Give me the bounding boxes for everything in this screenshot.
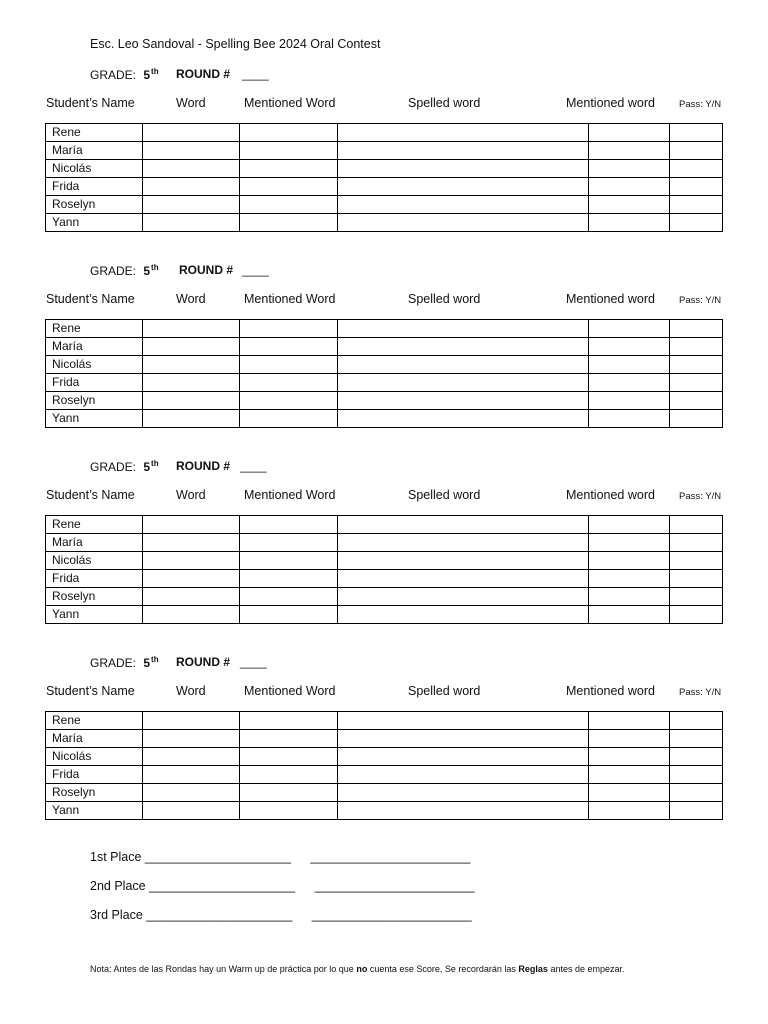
note-text-1: Nota: Antes de las Rondas hay un Warm up de práctica por lo que bbox=[90, 964, 357, 974]
spelled-word-cell[interactable] bbox=[338, 374, 588, 392]
pass-cell[interactable] bbox=[669, 410, 722, 428]
table-row bbox=[46, 338, 723, 356]
table-row bbox=[46, 802, 723, 820]
score-table bbox=[45, 319, 723, 428]
grade-line bbox=[90, 655, 159, 670]
spelled-word-cell[interactable] bbox=[338, 552, 588, 570]
pass-cell[interactable] bbox=[669, 802, 722, 820]
word-cell[interactable] bbox=[143, 410, 240, 428]
grade-suffix: th bbox=[151, 263, 159, 272]
pass-cell[interactable] bbox=[669, 730, 722, 748]
spelled-word-cell[interactable] bbox=[338, 730, 588, 748]
mentioned-word-2-cell[interactable] bbox=[588, 374, 669, 392]
pass-cell[interactable] bbox=[669, 178, 722, 196]
table-row bbox=[46, 178, 723, 196]
header-word: Word bbox=[176, 684, 206, 698]
round-section bbox=[0, 459, 768, 639]
grade-value: 5 bbox=[143, 656, 151, 670]
header-word: Word bbox=[176, 488, 206, 502]
header-student-name: Student’s Name bbox=[46, 684, 135, 698]
grade-label: GRADE: bbox=[90, 460, 137, 474]
spelled-word-cell[interactable] bbox=[338, 320, 588, 338]
spelled-word-cell[interactable] bbox=[338, 748, 588, 766]
place-label: 1st Place bbox=[90, 850, 142, 864]
table-row bbox=[46, 712, 723, 730]
mentioned-word-2-cell[interactable] bbox=[588, 784, 669, 802]
student-name: Roselyn bbox=[46, 392, 143, 410]
header-pass: Pass: Y/N bbox=[679, 687, 722, 698]
mentioned-word-cell[interactable] bbox=[240, 374, 338, 392]
mentioned-word-cell[interactable] bbox=[240, 124, 338, 142]
pass-cell[interactable] bbox=[669, 588, 722, 606]
word-cell[interactable] bbox=[143, 802, 240, 820]
mentioned-word-2-cell[interactable] bbox=[588, 766, 669, 784]
header-mentioned-word-2: Mentioned word bbox=[566, 96, 655, 110]
spelled-word-cell[interactable] bbox=[338, 392, 588, 410]
table-row bbox=[46, 392, 723, 410]
mentioned-word-cell[interactable] bbox=[240, 338, 338, 356]
note-text-3: antes de empezar. bbox=[547, 964, 625, 974]
round-label: ROUND # bbox=[179, 263, 234, 277]
round-section bbox=[0, 263, 768, 443]
mentioned-word-cell[interactable] bbox=[240, 766, 338, 784]
header-word: Word bbox=[176, 292, 206, 306]
mentioned-word-2-cell[interactable] bbox=[588, 356, 669, 374]
spelled-word-cell[interactable] bbox=[338, 784, 588, 802]
header-mentioned-word-2: Mentioned word bbox=[566, 684, 655, 698]
student-name: Yann bbox=[46, 410, 143, 428]
pass-cell[interactable] bbox=[669, 196, 722, 214]
grade-label: GRADE: bbox=[90, 68, 137, 82]
header-mentioned-word: Mentioned Word bbox=[244, 292, 336, 306]
round-section bbox=[0, 655, 768, 835]
note-text-2: cuenta ese Score, Se recordarán las bbox=[367, 964, 519, 974]
word-cell[interactable] bbox=[143, 606, 240, 624]
mentioned-word-2-cell[interactable] bbox=[588, 124, 669, 142]
first-place-line bbox=[90, 850, 470, 864]
word-cell[interactable] bbox=[143, 552, 240, 570]
header-spelled-word: Spelled word bbox=[408, 684, 481, 698]
word-cell[interactable] bbox=[143, 588, 240, 606]
mentioned-word-cell[interactable] bbox=[240, 712, 338, 730]
place-label: 2nd Place bbox=[90, 879, 146, 893]
table-row bbox=[46, 160, 723, 178]
mentioned-word-2-cell[interactable] bbox=[588, 338, 669, 356]
place-second-blank[interactable]: _______________________ bbox=[310, 850, 471, 864]
grade-value: 5 bbox=[143, 460, 151, 474]
word-cell[interactable] bbox=[143, 124, 240, 142]
header-mentioned-word: Mentioned Word bbox=[244, 488, 336, 502]
mentioned-word-cell[interactable] bbox=[240, 748, 338, 766]
pass-cell[interactable] bbox=[669, 552, 722, 570]
mentioned-word-cell[interactable] bbox=[240, 534, 338, 552]
header-word: Word bbox=[176, 96, 206, 110]
student-name: Rene bbox=[46, 712, 143, 730]
header-spelled-word: Spelled word bbox=[408, 292, 481, 306]
table-row bbox=[46, 196, 723, 214]
mentioned-word-cell[interactable] bbox=[240, 178, 338, 196]
pass-cell[interactable] bbox=[669, 160, 722, 178]
student-name: María bbox=[46, 730, 143, 748]
place-second-blank[interactable]: _______________________ bbox=[311, 908, 472, 922]
spelled-word-cell[interactable] bbox=[338, 214, 588, 232]
table-row bbox=[46, 730, 723, 748]
spelled-word-cell[interactable] bbox=[338, 196, 588, 214]
pass-cell[interactable] bbox=[669, 124, 722, 142]
spelled-word-cell[interactable] bbox=[338, 356, 588, 374]
mentioned-word-2-cell[interactable] bbox=[588, 712, 669, 730]
grade-line bbox=[90, 263, 159, 278]
pass-cell[interactable] bbox=[669, 534, 722, 552]
word-cell[interactable] bbox=[143, 748, 240, 766]
place-name-blank[interactable]: _____________________ bbox=[144, 850, 291, 864]
student-name: Roselyn bbox=[46, 196, 143, 214]
round-number-blank: ____ bbox=[240, 459, 267, 473]
mentioned-word-2-cell[interactable] bbox=[588, 196, 669, 214]
table-row bbox=[46, 534, 723, 552]
header-mentioned-word: Mentioned Word bbox=[244, 96, 336, 110]
student-name: María bbox=[46, 338, 143, 356]
mentioned-word-2-cell[interactable] bbox=[588, 320, 669, 338]
spelled-word-cell[interactable] bbox=[338, 570, 588, 588]
mentioned-word-cell[interactable] bbox=[240, 196, 338, 214]
table-row bbox=[46, 516, 723, 534]
spelled-word-cell[interactable] bbox=[338, 160, 588, 178]
mentioned-word-cell[interactable] bbox=[240, 802, 338, 820]
word-cell[interactable] bbox=[143, 142, 240, 160]
student-name: Frida bbox=[46, 178, 143, 196]
student-name: Yann bbox=[46, 214, 143, 232]
pass-cell[interactable] bbox=[669, 712, 722, 730]
pass-cell[interactable] bbox=[669, 142, 722, 160]
mentioned-word-cell[interactable] bbox=[240, 214, 338, 232]
grade-suffix: th bbox=[151, 67, 159, 76]
round-number-blank: ____ bbox=[242, 263, 269, 277]
mentioned-word-2-cell[interactable] bbox=[588, 802, 669, 820]
pass-cell[interactable] bbox=[669, 214, 722, 232]
round-number-blank: ____ bbox=[240, 655, 267, 669]
table-row bbox=[46, 356, 723, 374]
spelled-word-cell[interactable] bbox=[338, 766, 588, 784]
place-label: 3rd Place bbox=[90, 908, 143, 922]
student-name: Frida bbox=[46, 374, 143, 392]
word-cell[interactable] bbox=[143, 392, 240, 410]
mentioned-word-cell[interactable] bbox=[240, 392, 338, 410]
grade-value: 5 bbox=[143, 68, 151, 82]
mentioned-word-2-cell[interactable] bbox=[588, 392, 669, 410]
mentioned-word-2-cell[interactable] bbox=[588, 160, 669, 178]
mentioned-word-2-cell[interactable] bbox=[588, 552, 669, 570]
mentioned-word-cell[interactable] bbox=[240, 552, 338, 570]
table-row bbox=[46, 588, 723, 606]
table-row bbox=[46, 124, 723, 142]
header-student-name: Student’s Name bbox=[46, 96, 135, 110]
place-name-blank[interactable]: _____________________ bbox=[149, 879, 296, 893]
mentioned-word-2-cell[interactable] bbox=[588, 516, 669, 534]
header-pass: Pass: Y/N bbox=[679, 491, 722, 502]
mentioned-word-2-cell[interactable] bbox=[588, 570, 669, 588]
score-table bbox=[45, 711, 723, 820]
pass-cell[interactable] bbox=[669, 748, 722, 766]
third-place-line bbox=[90, 908, 472, 922]
mentioned-word-cell[interactable] bbox=[240, 320, 338, 338]
table-row bbox=[46, 410, 723, 428]
student-name: María bbox=[46, 142, 143, 160]
grade-value: 5 bbox=[143, 264, 151, 278]
student-name: Rene bbox=[46, 320, 143, 338]
table-row bbox=[46, 606, 723, 624]
note-bold-no: no bbox=[356, 964, 368, 974]
page-title: Esc. Leo Sandoval - Spelling Bee 2024 Oral Contest bbox=[90, 37, 381, 51]
table-row bbox=[46, 766, 723, 784]
spelled-word-cell[interactable] bbox=[338, 516, 588, 534]
mentioned-word-cell[interactable] bbox=[240, 516, 338, 534]
round-section bbox=[0, 67, 768, 247]
mentioned-word-cell[interactable] bbox=[240, 410, 338, 428]
spelled-word-cell[interactable] bbox=[338, 606, 588, 624]
word-cell[interactable] bbox=[143, 534, 240, 552]
mentioned-word-cell[interactable] bbox=[240, 142, 338, 160]
spelled-word-cell[interactable] bbox=[338, 124, 588, 142]
student-name: Nicolás bbox=[46, 552, 143, 570]
second-place-line bbox=[90, 879, 474, 893]
mentioned-word-cell[interactable] bbox=[240, 356, 338, 374]
pass-cell[interactable] bbox=[669, 392, 722, 410]
header-spelled-word: Spelled word bbox=[408, 96, 481, 110]
header-mentioned-word-2: Mentioned word bbox=[566, 488, 655, 502]
spelled-word-cell[interactable] bbox=[338, 142, 588, 160]
spelled-word-cell[interactable] bbox=[338, 712, 588, 730]
header-mentioned-word: Mentioned Word bbox=[244, 684, 336, 698]
word-cell[interactable] bbox=[143, 730, 240, 748]
pass-cell[interactable] bbox=[669, 766, 722, 784]
word-cell[interactable] bbox=[143, 356, 240, 374]
word-cell[interactable] bbox=[143, 516, 240, 534]
mentioned-word-cell[interactable] bbox=[240, 570, 338, 588]
mentioned-word-cell[interactable] bbox=[240, 160, 338, 178]
spelled-word-cell[interactable] bbox=[338, 534, 588, 552]
score-table bbox=[45, 515, 723, 624]
student-name: Roselyn bbox=[46, 588, 143, 606]
student-name: Roselyn bbox=[46, 784, 143, 802]
grade-label: GRADE: bbox=[90, 264, 137, 278]
header-pass: Pass: Y/N bbox=[679, 99, 722, 110]
student-name: Rene bbox=[46, 516, 143, 534]
student-name: Frida bbox=[46, 766, 143, 784]
place-name-blank[interactable]: _____________________ bbox=[146, 908, 293, 922]
student-name: Yann bbox=[46, 802, 143, 820]
header-pass: Pass: Y/N bbox=[679, 295, 722, 306]
word-cell[interactable] bbox=[143, 196, 240, 214]
pass-cell[interactable] bbox=[669, 784, 722, 802]
round-label: ROUND # bbox=[176, 67, 231, 81]
word-cell[interactable] bbox=[143, 712, 240, 730]
mentioned-word-2-cell[interactable] bbox=[588, 178, 669, 196]
pass-cell[interactable] bbox=[669, 570, 722, 588]
grade-line bbox=[90, 459, 159, 474]
word-cell[interactable] bbox=[143, 766, 240, 784]
pass-cell[interactable] bbox=[669, 338, 722, 356]
student-name: Nicolás bbox=[46, 356, 143, 374]
pass-cell[interactable] bbox=[669, 374, 722, 392]
mentioned-word-cell[interactable] bbox=[240, 784, 338, 802]
mentioned-word-2-cell[interactable] bbox=[588, 410, 669, 428]
score-table bbox=[45, 123, 723, 232]
header-mentioned-word-2: Mentioned word bbox=[566, 292, 655, 306]
spelled-word-cell[interactable] bbox=[338, 802, 588, 820]
header-spelled-word: Spelled word bbox=[408, 488, 481, 502]
table-row bbox=[46, 552, 723, 570]
mentioned-word-2-cell[interactable] bbox=[588, 214, 669, 232]
grade-label: GRADE: bbox=[90, 656, 137, 670]
word-cell[interactable] bbox=[143, 178, 240, 196]
student-name: Yann bbox=[46, 606, 143, 624]
word-cell[interactable] bbox=[143, 160, 240, 178]
round-number-blank: ____ bbox=[242, 67, 269, 81]
spelled-word-cell[interactable] bbox=[338, 588, 588, 606]
word-cell[interactable] bbox=[143, 338, 240, 356]
header-student-name: Student’s Name bbox=[46, 488, 135, 502]
student-name: Nicolás bbox=[46, 160, 143, 178]
mentioned-word-2-cell[interactable] bbox=[588, 588, 669, 606]
word-cell[interactable] bbox=[143, 214, 240, 232]
word-cell[interactable] bbox=[143, 784, 240, 802]
spelled-word-cell[interactable] bbox=[338, 410, 588, 428]
table-row bbox=[46, 320, 723, 338]
table-row bbox=[46, 784, 723, 802]
mentioned-word-cell[interactable] bbox=[240, 588, 338, 606]
mentioned-word-cell[interactable] bbox=[240, 730, 338, 748]
table-row bbox=[46, 142, 723, 160]
word-cell[interactable] bbox=[143, 374, 240, 392]
pass-cell[interactable] bbox=[669, 516, 722, 534]
mentioned-word-2-cell[interactable] bbox=[588, 534, 669, 552]
table-row bbox=[46, 374, 723, 392]
round-label: ROUND # bbox=[176, 459, 231, 473]
word-cell[interactable] bbox=[143, 320, 240, 338]
table-row bbox=[46, 570, 723, 588]
spelled-word-cell[interactable] bbox=[338, 338, 588, 356]
round-label: ROUND # bbox=[176, 655, 231, 669]
student-name: Rene bbox=[46, 124, 143, 142]
mentioned-word-2-cell[interactable] bbox=[588, 748, 669, 766]
table-row bbox=[46, 748, 723, 766]
word-cell[interactable] bbox=[143, 570, 240, 588]
student-name: Frida bbox=[46, 570, 143, 588]
footer-note bbox=[90, 964, 625, 974]
grade-line bbox=[90, 67, 159, 82]
table-row bbox=[46, 214, 723, 232]
spelled-word-cell[interactable] bbox=[338, 178, 588, 196]
mentioned-word-2-cell[interactable] bbox=[588, 142, 669, 160]
pass-cell[interactable] bbox=[669, 356, 722, 374]
place-second-blank[interactable]: _______________________ bbox=[314, 879, 475, 893]
mentioned-word-2-cell[interactable] bbox=[588, 606, 669, 624]
header-student-name: Student’s Name bbox=[46, 292, 135, 306]
grade-suffix: th bbox=[151, 459, 159, 468]
pass-cell[interactable] bbox=[669, 606, 722, 624]
student-name: María bbox=[46, 534, 143, 552]
mentioned-word-2-cell[interactable] bbox=[588, 730, 669, 748]
student-name: Nicolás bbox=[46, 748, 143, 766]
note-bold-reglas: Reglas bbox=[518, 964, 548, 974]
pass-cell[interactable] bbox=[669, 320, 722, 338]
grade-suffix: th bbox=[151, 655, 159, 664]
mentioned-word-cell[interactable] bbox=[240, 606, 338, 624]
